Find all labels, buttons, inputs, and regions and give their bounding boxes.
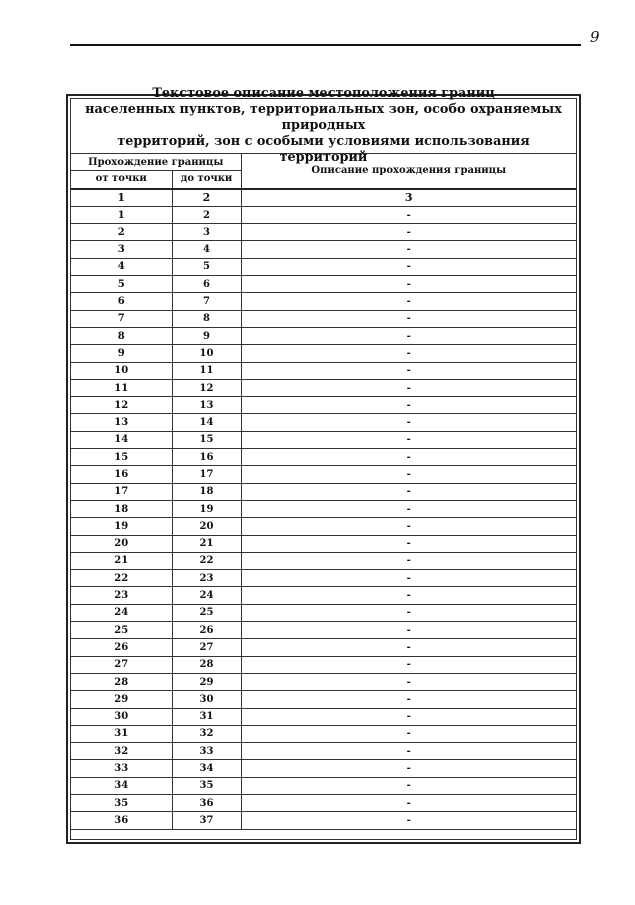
table-row xyxy=(71,414,576,431)
header-to-point: до точки xyxy=(172,171,241,189)
from-point-cell: 9 xyxy=(71,345,172,362)
table-row xyxy=(71,673,576,690)
to-point-cell: 22 xyxy=(172,552,241,569)
table-row xyxy=(71,397,576,414)
from-point-cell: 4 xyxy=(71,258,172,275)
from-point-cell: 31 xyxy=(71,725,172,742)
from-point-cell: 21 xyxy=(71,552,172,569)
column-number: 3 xyxy=(241,189,576,207)
to-point-cell: 15 xyxy=(172,431,241,448)
description-cell: - xyxy=(241,224,576,241)
description-cell: - xyxy=(241,276,576,293)
description-cell: - xyxy=(241,570,576,587)
table-row xyxy=(71,483,576,500)
to-point-cell: 21 xyxy=(172,535,241,552)
from-point-cell: 1 xyxy=(71,206,172,223)
to-point-cell: 16 xyxy=(172,449,241,466)
header-from-point: от точки xyxy=(71,171,172,189)
table-row xyxy=(71,656,576,673)
description-cell: - xyxy=(241,743,576,760)
to-point-cell: 18 xyxy=(172,483,241,500)
description-cell: - xyxy=(241,812,576,829)
table-row xyxy=(71,518,576,535)
description-cell: - xyxy=(241,518,576,535)
description-cell: - xyxy=(241,397,576,414)
boundary-table-inner-frame xyxy=(70,86,577,840)
description-cell: - xyxy=(241,310,576,327)
table-row xyxy=(71,345,576,362)
from-point-cell: 7 xyxy=(71,310,172,327)
column-number: 2 xyxy=(172,189,241,207)
from-point-cell: 6 xyxy=(71,293,172,310)
description-cell: - xyxy=(241,466,576,483)
from-point-cell: 18 xyxy=(71,500,172,517)
to-point-cell: 32 xyxy=(172,725,241,742)
title-line-2: населенных пунктов, территориальных зон, особо охраняемых природных xyxy=(85,102,562,133)
table-row xyxy=(71,535,576,552)
to-point-cell: 14 xyxy=(172,414,241,431)
from-point-cell: 12 xyxy=(71,397,172,414)
description-cell: - xyxy=(241,535,576,552)
description-cell: - xyxy=(241,293,576,310)
table-row xyxy=(71,258,576,275)
description-cell: - xyxy=(241,639,576,656)
table-row xyxy=(71,466,576,483)
to-point-cell: 29 xyxy=(172,673,241,690)
table-row xyxy=(71,552,576,569)
description-cell: - xyxy=(241,241,576,258)
to-point-cell: 26 xyxy=(172,622,241,639)
description-cell: - xyxy=(241,362,576,379)
table-row xyxy=(71,276,576,293)
table-body xyxy=(71,189,576,829)
header-description: Описание прохождения границы xyxy=(241,154,576,189)
description-cell: - xyxy=(241,258,576,275)
from-point-cell: 10 xyxy=(71,362,172,379)
from-point-cell: 19 xyxy=(71,518,172,535)
table-row xyxy=(71,812,576,829)
description-cell: - xyxy=(241,673,576,690)
to-point-cell: 36 xyxy=(172,794,241,811)
table-row xyxy=(71,379,576,396)
from-point-cell: 11 xyxy=(71,379,172,396)
description-cell: - xyxy=(241,345,576,362)
description-cell: - xyxy=(241,431,576,448)
to-point-cell: 17 xyxy=(172,466,241,483)
description-cell: - xyxy=(241,777,576,794)
from-point-cell: 34 xyxy=(71,777,172,794)
description-cell: - xyxy=(241,449,576,466)
from-point-cell: 25 xyxy=(71,622,172,639)
to-point-cell: 24 xyxy=(172,587,241,604)
to-point-cell: 33 xyxy=(172,743,241,760)
from-point-cell: 16 xyxy=(71,466,172,483)
to-point-cell: 11 xyxy=(172,362,241,379)
from-point-cell: 26 xyxy=(71,639,172,656)
table-row xyxy=(71,691,576,708)
table-row xyxy=(71,449,576,466)
column-number: 1 xyxy=(71,189,172,207)
from-point-cell: 3 xyxy=(71,241,172,258)
to-point-cell: 6 xyxy=(172,276,241,293)
table-row xyxy=(71,639,576,656)
boundary-table-frame xyxy=(66,86,581,844)
description-cell: - xyxy=(241,622,576,639)
from-point-cell: 13 xyxy=(71,414,172,431)
description-cell: - xyxy=(241,760,576,777)
to-point-cell: 19 xyxy=(172,500,241,517)
table-row xyxy=(71,293,576,310)
description-cell: - xyxy=(241,691,576,708)
table-row xyxy=(71,760,576,777)
description-cell: - xyxy=(241,379,576,396)
table-row xyxy=(71,725,576,742)
description-cell: - xyxy=(241,587,576,604)
table-row xyxy=(71,224,576,241)
from-point-cell: 32 xyxy=(71,743,172,760)
table-row xyxy=(71,622,576,639)
from-point-cell: 36 xyxy=(71,812,172,829)
from-point-cell: 23 xyxy=(71,587,172,604)
to-point-cell: 28 xyxy=(172,656,241,673)
to-point-cell: 5 xyxy=(172,258,241,275)
description-cell: - xyxy=(241,708,576,725)
to-point-cell: 34 xyxy=(172,760,241,777)
title-line-1: Текстовое описание местоположения границ xyxy=(152,86,495,101)
title-line-3: территорий, зон с особыми условиями использования территорий xyxy=(117,134,530,165)
column-number-row xyxy=(71,189,576,207)
table-row xyxy=(71,587,576,604)
group-header-boundary-passage: Прохождение границы xyxy=(71,154,241,171)
from-point-cell: 28 xyxy=(71,673,172,690)
description-cell: - xyxy=(241,604,576,621)
from-point-cell: 24 xyxy=(71,604,172,621)
description-cell: - xyxy=(241,725,576,742)
to-point-cell: 23 xyxy=(172,570,241,587)
description-cell: - xyxy=(241,206,576,223)
description-cell: - xyxy=(241,414,576,431)
table-row xyxy=(71,708,576,725)
to-point-cell: 37 xyxy=(172,812,241,829)
to-point-cell: 27 xyxy=(172,639,241,656)
description-cell: - xyxy=(241,500,576,517)
to-point-cell: 4 xyxy=(172,241,241,258)
table-row xyxy=(71,362,576,379)
page-number: 9 xyxy=(590,28,600,46)
table-row xyxy=(71,327,576,344)
table-row xyxy=(71,570,576,587)
from-point-cell: 15 xyxy=(71,449,172,466)
table-row xyxy=(71,431,576,448)
table-row xyxy=(71,206,576,223)
to-point-cell: 13 xyxy=(172,397,241,414)
description-cell: - xyxy=(241,656,576,673)
table-row xyxy=(71,777,576,794)
to-point-cell: 9 xyxy=(172,327,241,344)
to-point-cell: 12 xyxy=(172,379,241,396)
table-row xyxy=(71,743,576,760)
from-point-cell: 29 xyxy=(71,691,172,708)
from-point-cell: 30 xyxy=(71,708,172,725)
description-cell: - xyxy=(241,552,576,569)
boundary-table xyxy=(71,154,576,830)
from-point-cell: 2 xyxy=(71,224,172,241)
to-point-cell: 20 xyxy=(172,518,241,535)
from-point-cell: 22 xyxy=(71,570,172,587)
to-point-cell: 31 xyxy=(172,708,241,725)
to-point-cell: 2 xyxy=(172,206,241,223)
from-point-cell: 8 xyxy=(71,327,172,344)
to-point-cell: 30 xyxy=(172,691,241,708)
table-row xyxy=(71,310,576,327)
to-point-cell: 3 xyxy=(172,224,241,241)
header-rule xyxy=(70,44,581,46)
description-cell: - xyxy=(241,794,576,811)
to-point-cell: 35 xyxy=(172,777,241,794)
to-point-cell: 10 xyxy=(172,345,241,362)
table-row xyxy=(71,500,576,517)
from-point-cell: 20 xyxy=(71,535,172,552)
to-point-cell: 25 xyxy=(172,604,241,621)
from-point-cell: 5 xyxy=(71,276,172,293)
table-row xyxy=(71,794,576,811)
from-point-cell: 27 xyxy=(71,656,172,673)
from-point-cell: 35 xyxy=(71,794,172,811)
from-point-cell: 17 xyxy=(71,483,172,500)
table-row xyxy=(71,241,576,258)
from-point-cell: 33 xyxy=(71,760,172,777)
to-point-cell: 7 xyxy=(172,293,241,310)
table-row xyxy=(71,604,576,621)
description-cell: - xyxy=(241,483,576,500)
to-point-cell: 8 xyxy=(172,310,241,327)
from-point-cell: 14 xyxy=(71,431,172,448)
description-cell: - xyxy=(241,327,576,344)
